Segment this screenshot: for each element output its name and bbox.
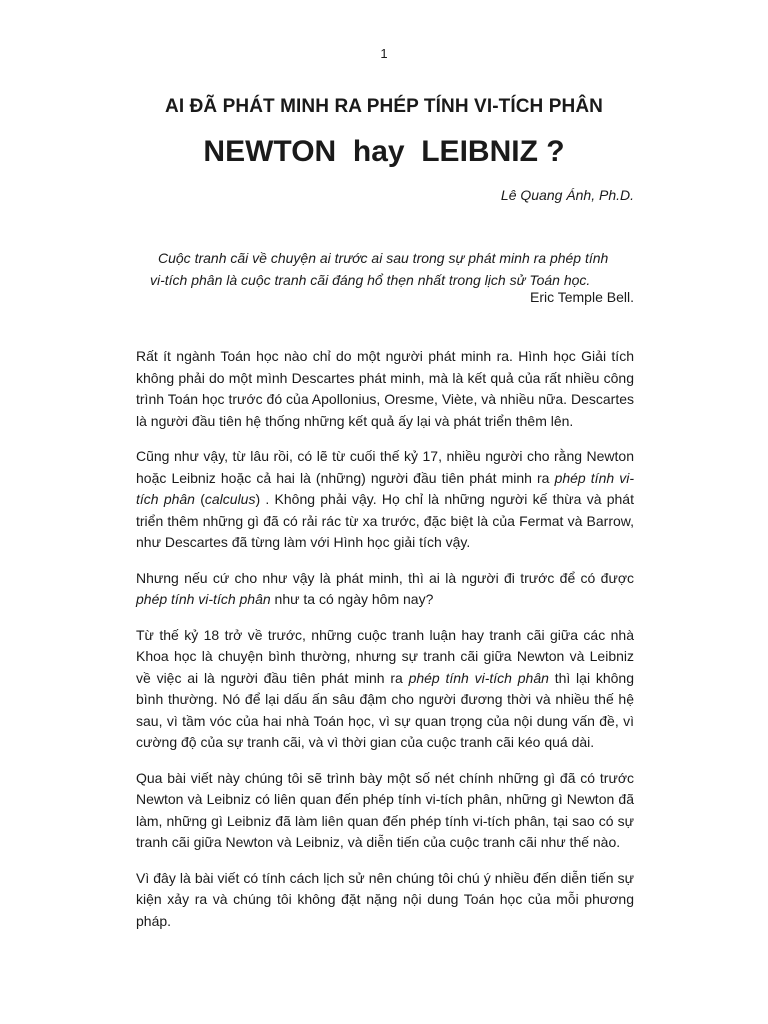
title-line-2: NEWTON hay LEIBNIZ ? — [203, 135, 565, 168]
paragraph-4-text-c: thì lại không bình thường. Nó để lại dấu ấn sâu đậm cho người đương thời và nhiều thế hệ sau, vì tầm vóc của hai nhà Toán học, vì sự quan trọng của nội dung vấn đề, vì cường độ của sự tranh cãi, và vì thời gian của cuộc tranh cãi kéo quá dài. — [136, 669, 634, 750]
paragraph-2-italic-calculus: calculus — [204, 491, 256, 507]
body-text — [136, 346, 634, 946]
paragraph-6: Vì đây là bài viết có tính cách lịch sử nên chúng tôi chú ý nhiều đến diễn tiến sự kiện xảy ra và chúng tôi không đặt nặng nội dung Toán học của mỗi phương pháp. — [136, 869, 634, 929]
author: Lê Quang Ánh, Ph.D. — [500, 187, 634, 203]
paragraph-2-text-a: Cũng như vậy, từ lâu rồi, có lẽ từ cuối thế kỷ 17, nhiều người cho rằng Newton hoặc Leibniz hoặc cả hai là (những) người đầu tiên phát minh ra — [136, 448, 634, 486]
epigraph-quote — [150, 247, 618, 291]
paragraph-2-italic-term: phép tính vi-tích phân — [136, 469, 634, 507]
paragraph-2-text-e: ) . Không phải vậy. Họ chỉ là những người kế thừa và phát triển thêm những gì đã có rải rác từ xa trước, đặc biệt là của Fermat và Barrow, như Descartes đã từng làm với Hình học giải tích vậy. — [136, 491, 634, 550]
paragraph-3-text-a: Nhưng nếu cứ cho như vậy là phát minh, thì ai là người đi trước để có được — [136, 569, 634, 586]
paragraph-4-text-a: Từ thế kỷ 18 trở về trước, những cuộc tranh luận hay tranh cãi giữa các nhà Khoa học là chuyện bình thường, nhưng sự tranh cãi giữa Newton và Leibniz về việc ai là người đầu tiên phát minh ra — [136, 626, 634, 686]
quote-line-2: vi-tích phân là cuộc tranh cãi đáng hổ thẹn nhất trong lịch sử Toán học. — [150, 272, 591, 288]
paragraph-1: Rất ít ngành Toán học nào chỉ do một người phát minh ra. Hình học Giải tích không phải do một mình Descartes phát minh, mà là kết quả của rất nhiều công trình Toán học trước đó của Apollonius, Oresme, Viète, và nhiều nữa. Descartes là người đầu tiên hệ thống những kết quả ấy lại và phát triển thêm lên. — [136, 348, 634, 429]
paragraph-4-italic-term: phép tính vi-tích phân — [408, 669, 549, 686]
paragraph-5: Qua bài viết này chúng tôi sẽ trình bày một số nét chính những gì đã có trước Newton và Leibniz có liên quan đến phép tính vi-tích phân, những gì Newton đã làm, những gì Leibniz đã làm liên quan đến phép tính vi-tích phân, tại sao có sự tranh cãi giữa Newton và Leibniz, và diễn tiến của cuộc tranh cãi như thế nào. — [136, 769, 634, 850]
page-number: 1 — [380, 46, 388, 61]
paragraph-3-italic-term: phép tính vi-tích phân — [136, 591, 271, 607]
quote-attribution: Eric Temple Bell. — [529, 289, 634, 305]
paragraph-2-text-c: ( — [194, 491, 205, 507]
paragraph-4 — [136, 625, 634, 754]
quote-line-1: Cuộc tranh cãi về chuyện ai trước ai sau trong sự phát minh ra phép tính — [158, 250, 609, 266]
title-line-1: AI ĐÃ PHÁT MINH RA PHÉP TÍNH VI-TÍCH PHÂN — [165, 96, 603, 117]
paragraph-3 — [136, 568, 634, 611]
paragraph-3-text-c: như ta có ngày hôm nay? — [270, 591, 434, 607]
paragraph-2 — [136, 446, 634, 554]
